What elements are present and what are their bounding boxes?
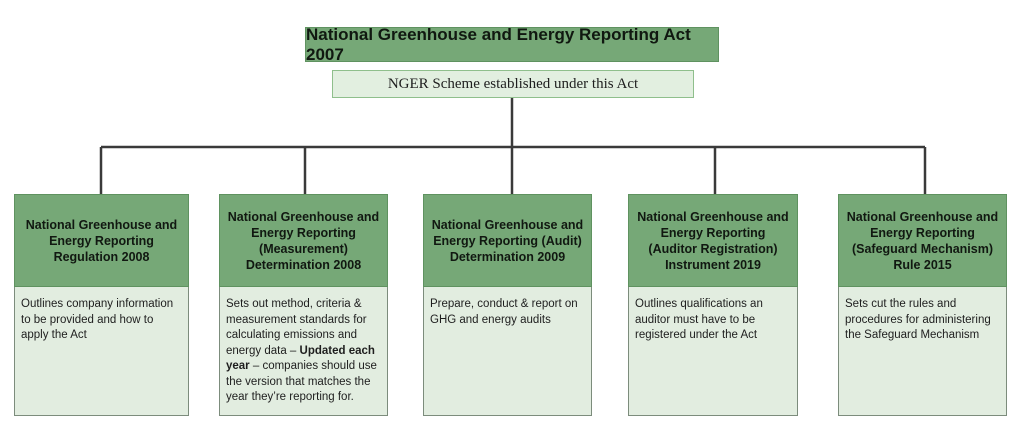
instrument-description: Prepare, conduct & report on GHG and energy audits	[423, 287, 592, 416]
instrument-title: National Greenhouse and Energy Reporting (Measurement) Determination 2008	[219, 194, 388, 287]
act-title: National Greenhouse and Energy Reporting Act 2007	[305, 27, 719, 62]
instrument-title: National Greenhouse and Energy Reporting Regulation 2008	[14, 194, 189, 287]
instrument-description: Outlines company information to be provided and how to apply the Act	[14, 287, 189, 416]
instrument-title: National Greenhouse and Energy Reporting (Safeguard Mechanism) Rule 2015	[838, 194, 1007, 287]
instrument-description: Outlines qualifications an auditor must have to be registered under the Act	[628, 287, 798, 416]
instrument-title: National Greenhouse and Energy Reporting (Audit) Determination 2009	[423, 194, 592, 287]
instrument-title: National Greenhouse and Energy Reporting (Auditor Registration) Instrument 2019	[628, 194, 798, 287]
instrument-description: Sets cut the rules and procedures for administering the Safeguard Mechanism	[838, 287, 1007, 416]
instrument-description	[219, 287, 388, 416]
description-highlight: Updated each year	[226, 344, 375, 372]
description-text: Sets out method, criteria & measurement standards for calculating emissions and energy data –	[226, 298, 367, 357]
act-subtitle: NGER Scheme established under this Act	[332, 70, 694, 98]
description-text: – companies should use the version that matches the year they’re reporting for.	[226, 360, 377, 403]
